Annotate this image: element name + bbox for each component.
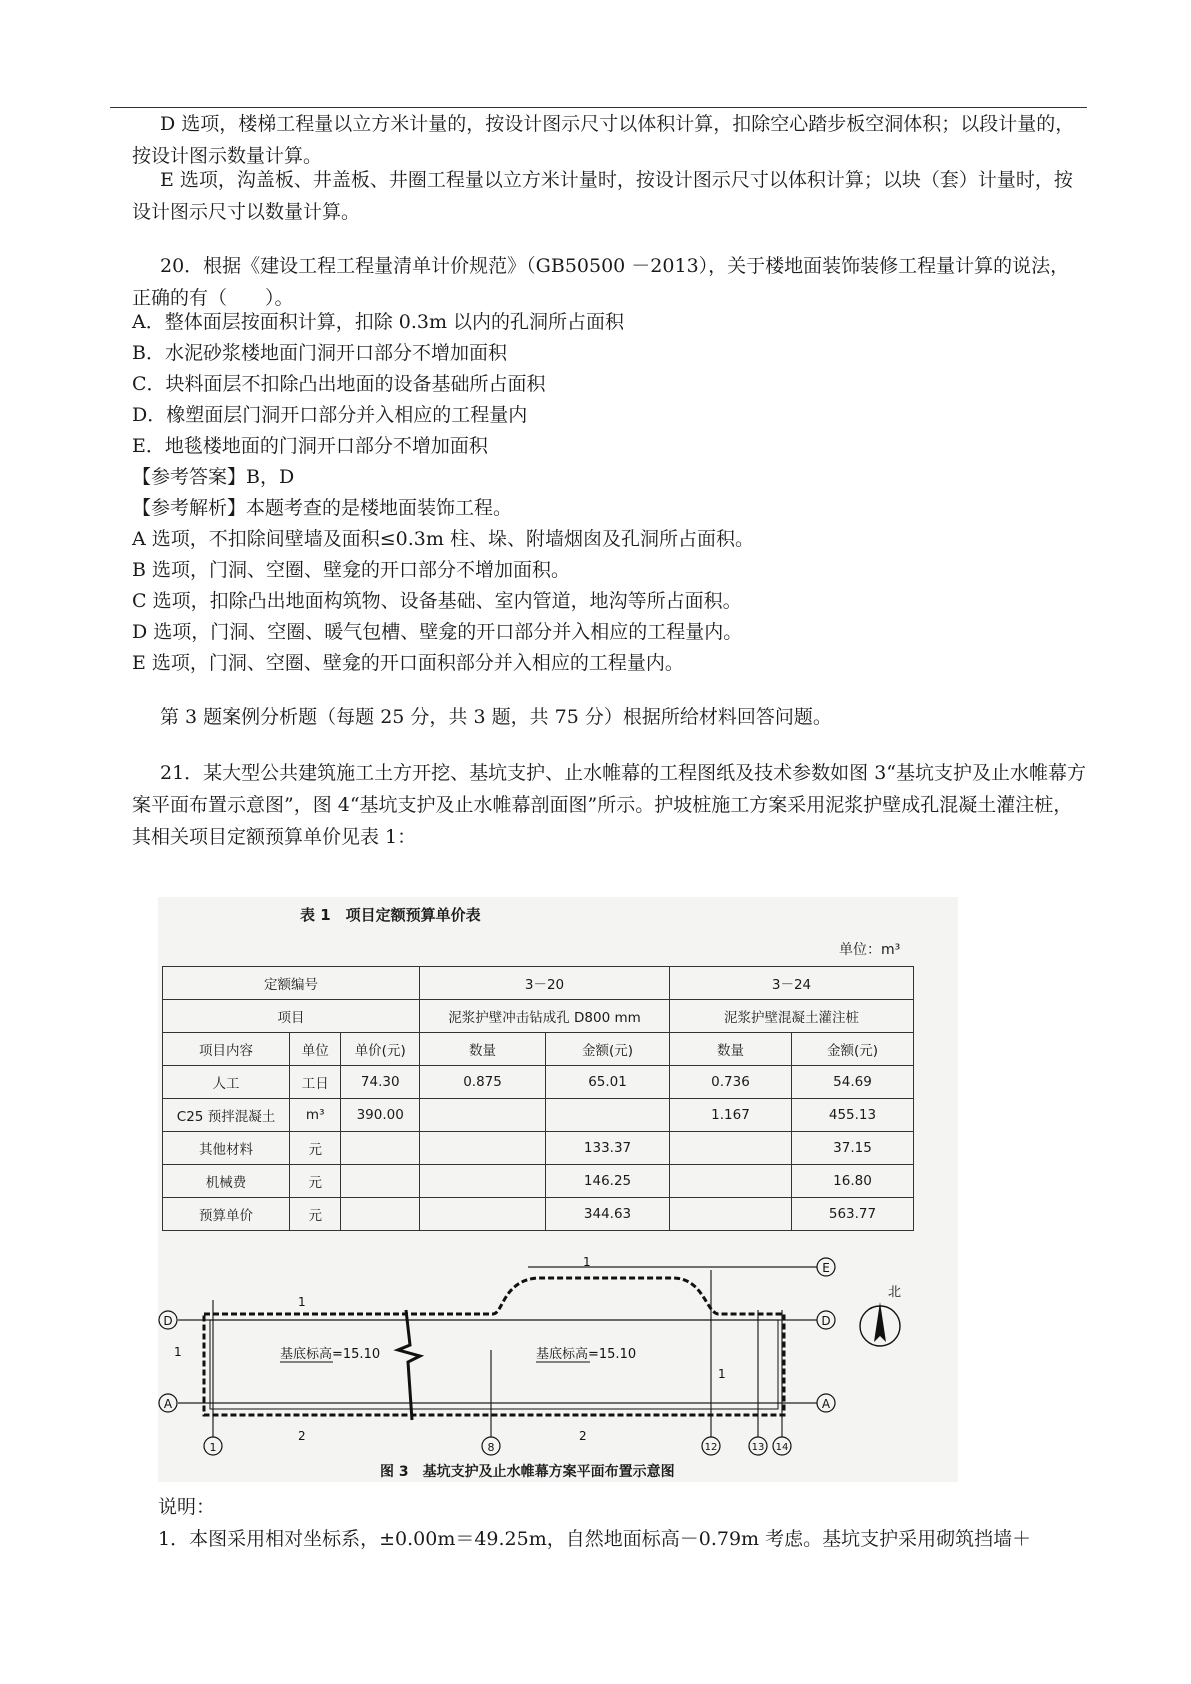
axis-label-d-left: D	[163, 1314, 173, 1328]
table-cell: 37.15	[791, 1132, 913, 1165]
table-cell	[420, 1165, 546, 1198]
table-cell: 65.01	[546, 1066, 670, 1099]
section-mark-left: 1	[174, 1345, 182, 1359]
section-mark-right: 1	[718, 1367, 726, 1381]
table-cell: 563.77	[791, 1198, 913, 1231]
q20-option-e: E．地毯楼地面的门洞开口部分不增加面积	[132, 435, 488, 457]
table-cell	[670, 1165, 792, 1198]
section-mark-bottom-2: 2	[579, 1429, 587, 1443]
table-header-row	[163, 1033, 914, 1066]
table-row	[163, 1099, 914, 1132]
q20-explanation-d: D 选项，门洞、空圈、暖气包槽、壁龛的开口部分并入相应的工程量内。	[132, 621, 743, 643]
table-cell: 3－20	[420, 967, 670, 1000]
axis-label-14: 14	[775, 1442, 789, 1453]
table-row	[163, 1198, 914, 1231]
table-cell: 泥浆护壁混凝土灌注桩	[670, 1000, 914, 1033]
table-cell: 项目	[163, 1000, 420, 1033]
section-mark-bottom: 2	[298, 1429, 306, 1443]
table-cell	[670, 1198, 792, 1231]
table-cell: 人工	[163, 1066, 290, 1099]
table-cell: 455.13	[791, 1099, 913, 1132]
table-header-cell: 单价(元)	[341, 1033, 420, 1066]
pit-inner-outline	[210, 1320, 778, 1409]
note-1: 1．本图采用相对坐标系，±0.00m＝49.25m，自然地面标高－0.79m 考虑。基坑支护采用砌筑挡墙＋	[158, 1528, 1032, 1550]
section-3-heading: 第 3 题案例分析题（每题 25 分，共 3 题，共 75 分）根据所给材料回答问题。	[160, 706, 832, 728]
table-header-cell: 金额(元)	[546, 1033, 670, 1066]
table-row	[163, 1132, 914, 1165]
table-cell: 146.25	[546, 1165, 670, 1198]
table-1-title: 表 1 项目定额预算单价表	[300, 906, 481, 924]
table-cell: 预算单价	[163, 1198, 290, 1231]
axis-label-d-right: D	[821, 1314, 831, 1328]
elevation-label-right: 基底标高=15.10	[536, 1347, 637, 1362]
table-cell: 54.69	[791, 1066, 913, 1099]
q20-analysis: 【参考解析】本题考查的是楼地面装饰工程。	[132, 497, 513, 519]
q20-option-c: C．块料面层不扣除凸出地面的设备基础所占面积	[132, 373, 546, 395]
table-row	[163, 1000, 914, 1033]
table-cell: 390.00	[341, 1099, 420, 1132]
table-row	[163, 1066, 914, 1099]
q20-explanation-e: E 选项，门洞、空圈、壁龛的开口面积部分并入相应的工程量内。	[132, 652, 684, 674]
table-cell	[341, 1132, 420, 1165]
table-cell: 定额编号	[163, 967, 420, 1000]
axis-label-13: 13	[751, 1442, 765, 1453]
section-mark-top: 1	[298, 1295, 306, 1309]
section-mark-top-2: 1	[583, 1255, 591, 1269]
north-label: 北	[888, 1285, 902, 1300]
table-cell: 元	[290, 1132, 341, 1165]
table-row	[163, 967, 914, 1000]
table-cell	[341, 1198, 420, 1231]
table-cell	[670, 1132, 792, 1165]
q20-explanation-a: A 选项，不扣除间壁墙及面积≤0.3m 柱、垛、附墙烟囱及孔洞所占面积。	[132, 528, 754, 550]
axis-label-a-left: A	[163, 1397, 173, 1411]
table-cell: 16.80	[791, 1165, 913, 1198]
table-header-cell: 项目内容	[163, 1033, 290, 1066]
axis-label-a-right: A	[821, 1397, 831, 1411]
note-label: 说明：	[158, 1496, 216, 1518]
table-1-unit: 单位：m³	[839, 942, 901, 958]
table-header-cell: 数量	[420, 1033, 546, 1066]
table-cell: 其他材料	[163, 1132, 290, 1165]
axis-label-e: E	[822, 1261, 830, 1275]
table-cell: 133.37	[546, 1132, 670, 1165]
paragraph-e-option: E 选项，沟盖板、井盖板、井圈工程量以立方米计量时，按设计图示尺寸以体积计算；以块（套）计量时，按设计图示尺寸以数量计算。	[132, 169, 1073, 223]
axis-label-12: 12	[704, 1442, 718, 1453]
table-cell: 泥浆护壁冲击钻成孔 D800 mm	[420, 1000, 670, 1033]
table-cell	[420, 1099, 546, 1132]
price-table	[162, 966, 914, 1231]
table-cell: 工日	[290, 1066, 341, 1099]
table-header-cell: 金额(元)	[791, 1033, 913, 1066]
north-arrow-icon	[874, 1302, 886, 1342]
table-row	[163, 1165, 914, 1198]
axis-label-8: 8	[487, 1441, 495, 1454]
elevation-label-left: 基底标高=15.10	[280, 1347, 381, 1362]
figure-3-caption: 图 3 基坑支护及止水帷幕方案平面布置示意图	[380, 1464, 675, 1480]
table-cell: 0.736	[670, 1066, 792, 1099]
table-cell: 344.63	[546, 1198, 670, 1231]
table-cell: 1.167	[670, 1099, 792, 1132]
q20-option-b: B．水泥砂浆楼地面门洞开口部分不增加面积	[132, 342, 507, 364]
table-header-cell: 单位	[290, 1033, 341, 1066]
table-cell	[546, 1099, 670, 1132]
table-cell: 机械费	[163, 1165, 290, 1198]
question-20-stem: 20．根据《建设工程工程量清单计价规范》（GB50500 －2013），关于楼地面装饰装修工程量计算的说法，正确的有（ ）。	[132, 255, 1070, 309]
q20-option-d: D．橡塑面层门洞开口部分并入相应的工程量内	[132, 404, 528, 426]
table-cell	[420, 1198, 546, 1231]
question-21-stem: 21．某大型公共建筑施工土方开挖、基坑支护、止水帷幕的工程图纸及技术参数如图 3“基坑支护及止水帷幕方案平面布置示意图”，图 4“基坑支护及止水帷幕剖面图”所示。护坡桩施工方案采用泥浆护壁成孔混凝土灌注桩，其相关项目定额预算单价见表 1：	[132, 762, 1087, 848]
table-cell: 0.875	[420, 1066, 546, 1099]
table-header-cell: 数量	[670, 1033, 792, 1066]
q20-answer: 【参考答案】B，D	[132, 466, 295, 488]
table-cell: 74.30	[341, 1066, 420, 1099]
table-cell: 元	[290, 1198, 341, 1231]
table-cell: m³	[290, 1099, 341, 1132]
q20-explanation-b: B 选项，门洞、空圈、壁龛的开口部分不增加面积。	[132, 559, 571, 581]
paragraph-d-option: D 选项，楼梯工程量以立方米计量的，按设计图示尺寸以体积计算，扣除空心踏步板空洞体积；以段计量的，按设计图示数量计算。	[132, 113, 1075, 167]
axis-label-1: 1	[209, 1441, 217, 1454]
table-cell: 元	[290, 1165, 341, 1198]
q20-option-a: A．整体面层按面积计算，扣除 0.3m 以内的孔洞所占面积	[132, 311, 625, 333]
table-cell	[420, 1132, 546, 1165]
foundation-pit-plan-drawing	[158, 1250, 958, 1460]
table-cell: C25 预拌混凝土	[163, 1099, 290, 1132]
table-cell: 3－24	[670, 967, 914, 1000]
q20-explanation-c: C 选项，扣除凸出地面构筑物、设备基础、室内管道，地沟等所占面积。	[132, 590, 742, 612]
table-cell	[341, 1165, 420, 1198]
